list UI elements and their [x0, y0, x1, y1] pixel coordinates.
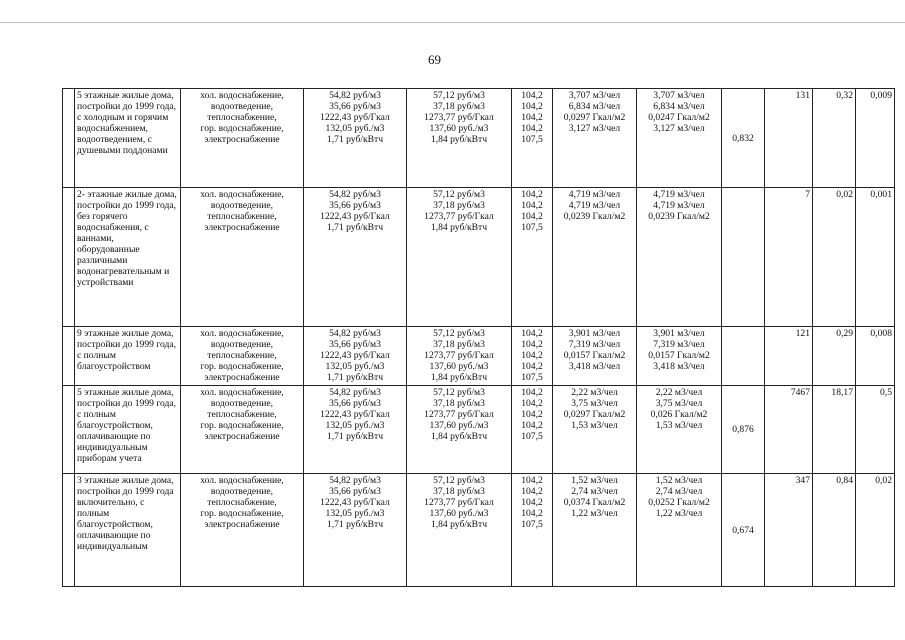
tariff_a-line: 1,71 руб/кВтч — [326, 431, 384, 442]
value-2-cell: 0,32 — [813, 89, 856, 188]
services-line: гор. водоснабжение, — [200, 420, 284, 431]
services-cell — [181, 188, 304, 327]
tariff_b-line: 137,60 руб./м3 — [429, 508, 489, 519]
norm_b-line: 2,22 м3/чел — [655, 387, 703, 398]
norm_b-line: 3,707 м3/чел — [653, 90, 705, 101]
services-line: электроснабжение — [204, 372, 280, 383]
services-line: гор. водоснабжение, — [200, 123, 284, 134]
norm_a-line: 0,0157 Гкал/м2 — [563, 350, 626, 361]
index-line: 104,2 — [521, 486, 543, 497]
norm_a-line: 1,52 м3/чел — [571, 475, 618, 486]
index-line: 104,2 — [521, 90, 543, 101]
tariff_a-line: 35,66 руб/м3 — [329, 200, 381, 211]
services-line: электроснабжение — [204, 134, 280, 145]
index-line: 107,5 — [521, 519, 543, 530]
coefficient-cell: 0,876 — [722, 386, 765, 474]
tariff-table-body — [63, 89, 895, 587]
index-line: 104,2 — [521, 420, 543, 431]
norm_b-line: 1,22 м3/чел — [655, 508, 703, 519]
tariff_b-line: 1273,77 руб/Гкал — [424, 497, 494, 508]
services-line: хол. водоснабжение, — [200, 387, 284, 398]
value-1-cell: 131 — [765, 89, 813, 188]
coefficient-cell — [722, 327, 765, 386]
category-cell: 2- этажные жилые дома, постройки до 1999 года, без горячего водоснабжения, с ваннами, оборудованные различными водонагревательным и устройствами — [75, 188, 181, 327]
index-line: 104,2 — [521, 350, 543, 361]
category-cell: 5 этажные жилые дома, постройки до 1999 года, с полным благоустройством, оплачивающие по индивидуальным приборам учета — [75, 386, 181, 474]
services-line: гор. водоснабжение, — [200, 361, 284, 372]
services-line: гор. водоснабжение, — [200, 508, 284, 519]
tariff_a-line: 1222,43 руб/Гкал — [320, 211, 390, 222]
table-row — [63, 474, 895, 587]
tariff_a-line: 1222,43 руб/Гкал — [320, 497, 390, 508]
services-line: водоотведение, — [210, 200, 274, 211]
tariff_b-line: 1,84 руб/кВтч — [430, 519, 488, 530]
norm-a-cell — [553, 327, 637, 386]
services-cell — [181, 386, 304, 474]
services-line: хол. водоснабжение, — [200, 189, 284, 200]
norm_a-line: 1,22 м3/чел — [571, 508, 618, 519]
norm_a-line: 0,0297 Гкал/м2 — [563, 112, 626, 123]
norm_a-line: 3,127 м3/чел — [568, 123, 621, 134]
index-cell — [512, 188, 553, 327]
services-line: теплоснабжение, — [207, 409, 277, 420]
tariff_b-line: 57,12 руб/м3 — [433, 90, 485, 101]
tariff_b-line: 37,18 руб/м3 — [433, 398, 485, 409]
index-line: 104,2 — [521, 508, 543, 519]
index-line: 107,5 — [521, 134, 543, 145]
index-line: 107,5 — [521, 222, 543, 233]
coefficient-cell — [722, 188, 765, 327]
value-1-cell: 347 — [765, 474, 813, 587]
tariff_b-line: 37,18 руб/м3 — [433, 200, 485, 211]
norm_b-line: 0,0239 Гкал/м2 — [648, 211, 710, 222]
norm_b-line: 0,0247 Гкал/м2 — [648, 112, 710, 123]
norm_a-line: 3,901 м3/чел — [568, 328, 621, 339]
norm_b-line: 4,719 м3/чел — [653, 189, 705, 200]
norm-a-cell — [553, 188, 637, 327]
tariff_b-line: 37,18 руб/м3 — [433, 339, 485, 350]
tariff_b-line: 1,84 руб/кВтч — [430, 431, 488, 442]
norm-a-cell — [553, 474, 637, 587]
blank-cell — [63, 89, 75, 188]
tariff_a-line: 132,05 руб./м3 — [325, 508, 385, 519]
tariff-a-cell — [304, 327, 407, 386]
norm_a-line: 2,22 м3/чел — [571, 387, 618, 398]
table-row — [63, 188, 895, 327]
services-line: хол. водоснабжение, — [200, 90, 284, 101]
category-cell: 3 этажные жилые дома, постройки до 1999 года включительно, с полным благоустройством, оплачивающие по индивидуальным — [75, 474, 181, 587]
index-cell — [512, 474, 553, 587]
tariff-b-cell — [407, 386, 512, 474]
norm_b-line: 6,834 м3/чел — [653, 101, 705, 112]
category-cell: 9 этажные жилые дома, постройки до 1999 года, с полным благоустройством — [75, 327, 181, 386]
norm_a-line: 0,0374 Гкал/м2 — [563, 497, 626, 508]
tariff-b-cell — [407, 474, 512, 587]
value-3-cell: 0,5 — [856, 386, 895, 474]
table-row — [63, 327, 895, 386]
norm_a-line: 0,0239 Гкал/м2 — [563, 211, 626, 222]
norm_a-line: 7,319 м3/чел — [568, 339, 621, 350]
services-line: теплоснабжение, — [207, 497, 277, 508]
index-line: 104,2 — [521, 497, 543, 508]
category-cell: 5 этажные жилые дома, постройки до 1999 года, с холодным и горячим водоснабжением, водоотведением, с душевыми поддонами — [75, 89, 181, 188]
coefficient-cell: 0,832 — [722, 89, 765, 188]
services-line: электроснабжение — [204, 222, 280, 233]
norm-b-cell — [637, 89, 722, 188]
tariff_b-line: 1273,77 руб/Гкал — [424, 112, 494, 123]
norm-a-cell — [553, 386, 637, 474]
services-cell — [181, 474, 304, 587]
tariff-a-cell — [304, 474, 407, 587]
index-line: 104,2 — [521, 475, 543, 486]
value-3-cell: 0,001 — [856, 188, 895, 327]
tariff_a-line: 1222,43 руб/Гкал — [320, 409, 390, 420]
tariff_a-line: 1222,43 руб/Гкал — [320, 350, 390, 361]
tariff_b-line: 57,12 руб/м3 — [433, 328, 485, 339]
tariff_b-line: 1,84 руб/кВтч — [430, 222, 488, 233]
norm_b-line: 7,319 м3/чел — [653, 339, 705, 350]
services-line: теплоснабжение, — [207, 112, 277, 123]
services-line: электроснабжение — [204, 431, 280, 442]
tariff_b-line: 57,12 руб/м3 — [433, 475, 485, 486]
norm-b-cell — [637, 327, 722, 386]
tariff_a-line: 54,82 руб/м3 — [329, 475, 381, 486]
tariff_a-line: 1,71 руб/кВтч — [326, 134, 384, 145]
norm_b-line: 2,74 м3/чел — [655, 486, 703, 497]
norm_a-line: 1,53 м3/чел — [571, 420, 618, 431]
tariff_a-line: 1,71 руб/кВтч — [326, 519, 384, 530]
tariff_a-line: 1,71 руб/кВтч — [326, 372, 384, 383]
index-line: 104,2 — [521, 211, 543, 222]
services-line: хол. водоснабжение, — [200, 328, 284, 339]
tariff-a-cell — [304, 89, 407, 188]
value-3-cell: 0,009 — [856, 89, 895, 188]
index-line: 104,2 — [521, 339, 543, 350]
services-line: электроснабжение — [204, 519, 280, 530]
tariff_b-line: 1273,77 руб/Гкал — [424, 350, 494, 361]
index-line: 104,2 — [521, 200, 543, 211]
tariff_a-line: 35,66 руб/м3 — [329, 398, 381, 409]
tariff_b-line: 1273,77 руб/Гкал — [424, 409, 494, 420]
value-1-cell: 7 — [765, 188, 813, 327]
norm_a-line: 6,834 м3/чел — [568, 101, 621, 112]
tariff_b-line: 137,60 руб./м3 — [429, 361, 489, 372]
index-line: 104,2 — [521, 123, 543, 134]
norm_b-line: 3,418 м3/чел — [653, 361, 705, 372]
index-line: 104,2 — [521, 387, 543, 398]
blank-cell — [63, 386, 75, 474]
norm-b-cell — [637, 386, 722, 474]
tariff_a-line: 1,71 руб/кВтч — [326, 222, 384, 233]
norm-b-cell — [637, 474, 722, 587]
norm-b-cell — [637, 188, 722, 327]
index-line: 104,2 — [521, 398, 543, 409]
index-cell — [512, 327, 553, 386]
value-2-cell: 18,17 — [813, 386, 856, 474]
norm_b-line: 3,901 м3/чел — [653, 328, 705, 339]
index-line: 104,2 — [521, 112, 543, 123]
table-row — [63, 386, 895, 474]
tariff_a-line: 35,66 руб/м3 — [329, 486, 381, 497]
blank-cell — [63, 327, 75, 386]
tariff_b-line: 137,60 руб./м3 — [429, 420, 489, 431]
index-line: 104,2 — [521, 328, 543, 339]
index-line: 104,2 — [521, 189, 543, 200]
norm_a-line: 4,719 м3/чел — [568, 189, 621, 200]
services-line: теплоснабжение, — [207, 350, 277, 361]
services-cell — [181, 327, 304, 386]
tariff_a-line: 132,05 руб./м3 — [325, 420, 385, 431]
norm_b-line: 3,75 м3/чел — [655, 398, 703, 409]
blank-cell — [63, 474, 75, 587]
index-line: 104,2 — [521, 361, 543, 372]
tariff_a-line: 54,82 руб/м3 — [329, 189, 381, 200]
scan-top-edge — [0, 22, 905, 23]
tariff_b-line: 37,18 руб/м3 — [433, 101, 485, 112]
tariff_b-line: 1,84 руб/кВтч — [430, 134, 488, 145]
services-line: водоотведение, — [210, 398, 274, 409]
tariff_a-line: 1222,43 руб/Гкал — [320, 112, 390, 123]
norm_a-line: 4,719 м3/чел — [568, 200, 621, 211]
norm_a-line: 3,75 м3/чел — [571, 398, 618, 409]
services-cell — [181, 89, 304, 188]
norm-a-cell — [553, 89, 637, 188]
norm_b-line: 3,127 м3/чел — [653, 123, 705, 134]
tariff_a-line: 35,66 руб/м3 — [329, 101, 381, 112]
value-3-cell: 0,008 — [856, 327, 895, 386]
norm_a-line: 3,418 м3/чел — [568, 361, 621, 372]
index-line: 107,5 — [521, 372, 543, 383]
norm_b-line: 0,026 Гкал/м2 — [650, 409, 708, 420]
value-2-cell: 0,29 — [813, 327, 856, 386]
index-line: 107,5 — [521, 431, 543, 442]
tariff_a-line: 132,05 руб./м3 — [325, 123, 385, 134]
index-cell — [512, 89, 553, 188]
norm_a-line: 2,74 м3/чел — [571, 486, 618, 497]
coefficient-cell: 0,674 — [722, 474, 765, 587]
services-line: водоотведение, — [210, 486, 274, 497]
value-1-cell: 7467 — [765, 386, 813, 474]
table-row — [63, 89, 895, 188]
norm_a-line: 0,0297 Гкал/м2 — [563, 409, 626, 420]
norm_b-line: 0,0157 Гкал/м2 — [648, 350, 710, 361]
value-1-cell: 121 — [765, 327, 813, 386]
norm_b-line: 4,719 м3/чел — [653, 200, 705, 211]
tariff_b-line: 1273,77 руб/Гкал — [424, 211, 494, 222]
tariff-a-cell — [304, 386, 407, 474]
tariff_a-line: 35,66 руб/м3 — [329, 339, 381, 350]
value-2-cell: 0,84 — [813, 474, 856, 587]
norm_a-line: 3,707 м3/чел — [568, 90, 621, 101]
norm_b-line: 0,0252 Гкал/м2 — [648, 497, 710, 508]
tariff_a-line: 54,82 руб/м3 — [329, 328, 381, 339]
tariff_a-line: 132,05 руб./м3 — [325, 361, 385, 372]
tariff_b-line: 57,12 руб/м3 — [433, 189, 485, 200]
tariff-a-cell — [304, 188, 407, 327]
tariff-b-cell — [407, 327, 512, 386]
tariff_b-line: 57,12 руб/м3 — [433, 387, 485, 398]
tariff_a-line: 54,82 руб/м3 — [329, 387, 381, 398]
index-cell — [512, 386, 553, 474]
page-number: 69 — [428, 52, 441, 67]
index-line: 104,2 — [521, 409, 543, 420]
value-2-cell: 0,02 — [813, 188, 856, 327]
tariff-table — [62, 88, 895, 587]
blank-cell — [63, 188, 75, 327]
services-line: водоотведение, — [210, 101, 274, 112]
services-line: теплоснабжение, — [207, 211, 277, 222]
value-3-cell: 0,02 — [856, 474, 895, 587]
index-line: 104,2 — [521, 101, 543, 112]
tariff_b-line: 37,18 руб/м3 — [433, 486, 485, 497]
norm_b-line: 1,53 м3/чел — [655, 420, 703, 431]
services-line: водоотведение, — [210, 339, 274, 350]
tariff_a-line: 54,82 руб/м3 — [329, 90, 381, 101]
tariff_b-line: 137,60 руб./м3 — [429, 123, 489, 134]
tariff-b-cell — [407, 188, 512, 327]
norm_b-line: 1,52 м3/чел — [655, 475, 703, 486]
tariff_b-line: 1,84 руб/кВтч — [430, 372, 488, 383]
services-line: хол. водоснабжение, — [200, 475, 284, 486]
tariff-b-cell — [407, 89, 512, 188]
